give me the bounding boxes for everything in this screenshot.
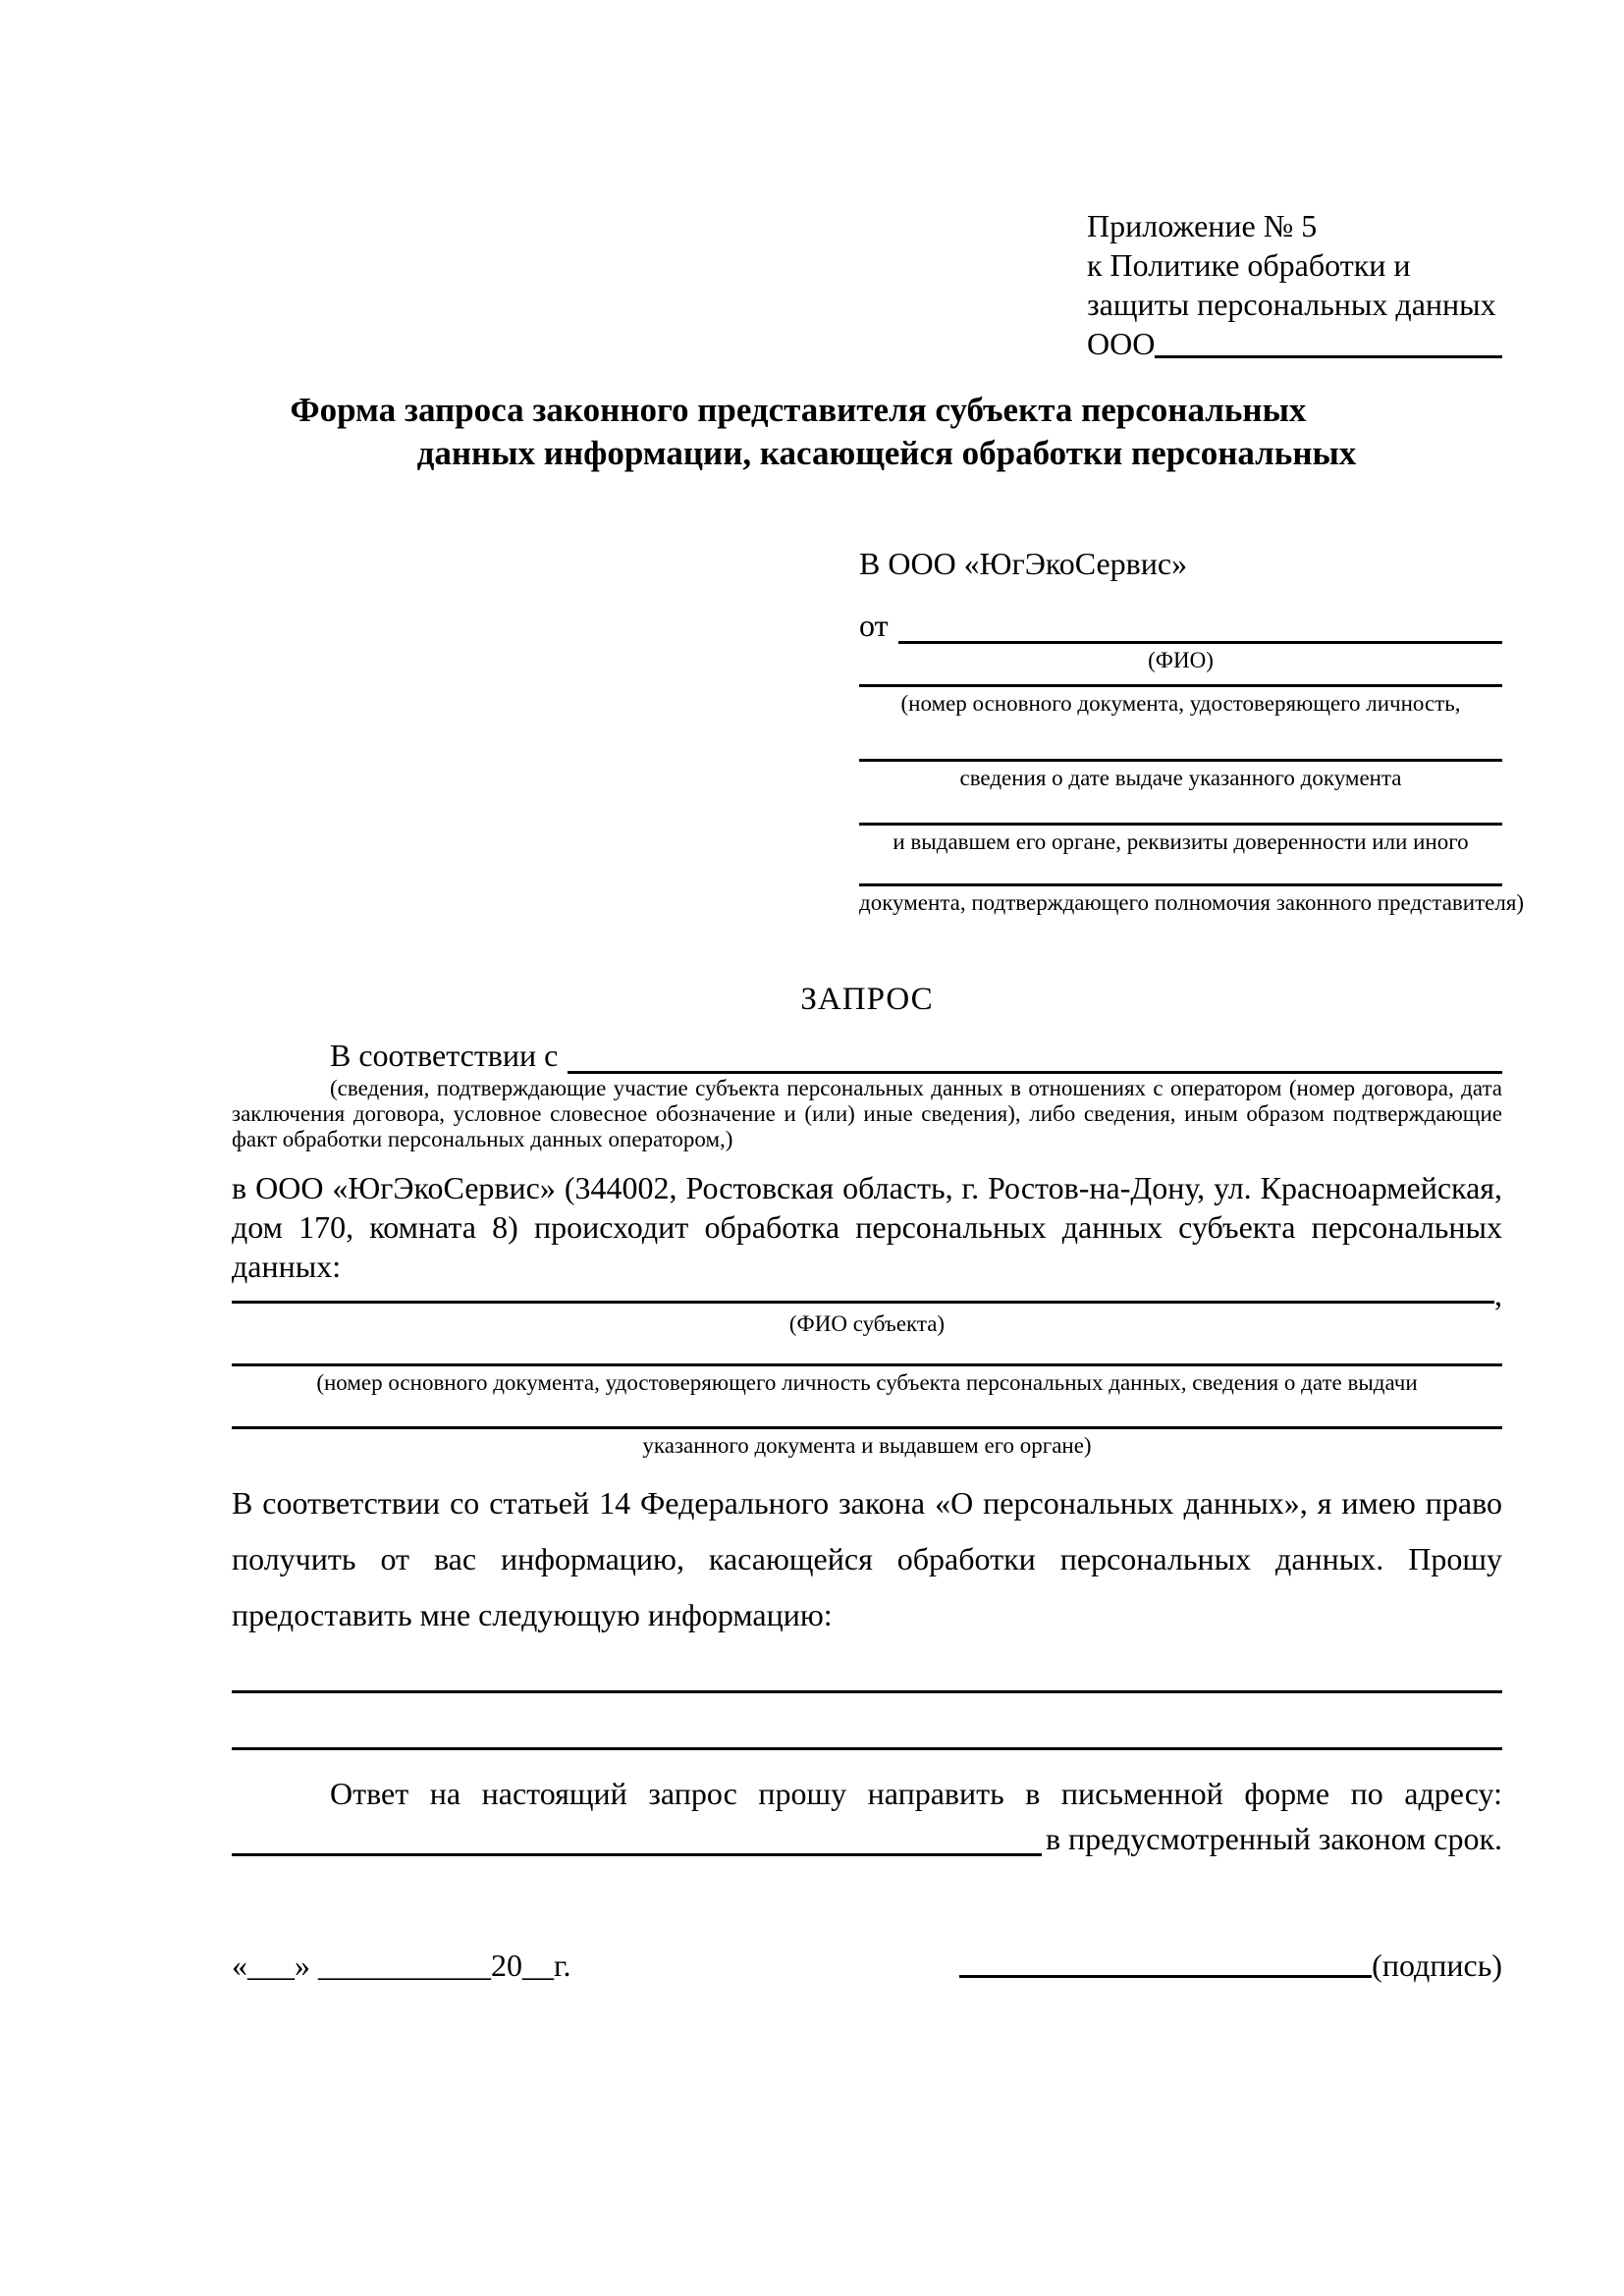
representative-doc-caption-1: (номер основного документа, удостоверяющего личность,	[900, 691, 1461, 716]
article-14-paragraph: В соответствии со статьей 14 Федерального закона «О персональных данных», я имею право получить от вас информацию, касающейся обработки персональных данных. Прошу предоставить мне следующую информацию:	[232, 1485, 1502, 1632]
appendix-line-1: Приложение № 5	[1087, 208, 1318, 243]
subject-doc-blank-line-1[interactable]	[232, 1363, 1502, 1366]
addressee-organization: В ООО «ЮгЭкоСервис»	[859, 546, 1188, 581]
subject-doc-caption-1: (номер основного документа, удостоверяющего личность субъекта персональных данных, сведения о дате выдачи	[316, 1370, 1418, 1395]
ooo-blank-line[interactable]	[1155, 355, 1502, 358]
accordance-row	[232, 1035, 1502, 1074]
accordance-blank-line[interactable]	[568, 1071, 1502, 1074]
answer-paragraph: Ответ на настоящий запрос прошу направить в письменной форме по адресу:	[330, 1776, 1502, 1811]
representative-doc-caption-2: сведения о дате выдаче указанного документа	[959, 766, 1402, 790]
date-line[interactable]: «___» ___________20__г.	[232, 1948, 571, 1983]
address-blank-line[interactable]	[232, 1853, 1042, 1856]
accordance-lead: В соответствии с	[330, 1038, 559, 1073]
representative-doc-blank-line-2[interactable]	[859, 759, 1502, 762]
form-title	[232, 389, 1502, 475]
appendix-line-2: к Политике обработки и	[1087, 247, 1411, 283]
addressee-block	[859, 605, 1525, 917]
representative-doc-blank-line-1[interactable]	[859, 684, 1502, 687]
signature-caption: (подпись)	[1372, 1948, 1502, 1983]
representative-doc-blank-line-3[interactable]	[859, 823, 1502, 826]
subject-fio-caption: (ФИО субъекта)	[788, 1311, 946, 1336]
request-heading: ЗАПРОС	[800, 982, 934, 1017]
subject-doc-caption-2: указанного документа и выдавшем его органе)	[642, 1433, 1092, 1458]
operator-paragraph: в ООО «ЮгЭкоСервис» (344002, Ростовская область, г. Ростов-на-Дону, ул. Красноармейская, дом 170, комната 8) происходит обработка персональных данных субъекта персональных данных:	[232, 1170, 1502, 1284]
signature-group	[959, 1945, 1502, 1986]
fio-caption: (ФИО)	[1148, 648, 1214, 672]
representative-doc-blank-line-4[interactable]	[859, 883, 1502, 886]
accordance-fine-print: (сведения, подтверждающие участие субъекта персональных данных в отношениях с оператором (номер договора, дата заключения договора, условное словесное обозначение и (или) иные сведения), либо сведения, иным образом подтверждающие факт обработки персональных данных оператором,)	[232, 1076, 1502, 1151]
representative-doc-caption-3: и выдавшем его органе, реквизиты доверенности или иного	[893, 829, 1469, 854]
ooo-label: ООО	[1087, 326, 1156, 361]
answer-tail: в предусмотренный законом срок.	[1045, 1821, 1502, 1856]
appendix-line-3: защиты персональных данных	[1087, 287, 1496, 322]
representative-doc-caption-4: документа, подтверждающего полномочия законного представителя)	[859, 890, 1525, 915]
appendix-ooo-row	[1087, 324, 1502, 363]
subject-doc-blank-line-2[interactable]	[232, 1426, 1502, 1429]
subject-fio-blank-line[interactable]	[232, 1301, 1494, 1304]
subject-fio-row	[232, 1277, 1502, 1312]
from-label: от	[859, 608, 889, 643]
fio-blank-line[interactable]	[898, 641, 1502, 644]
from-row	[859, 605, 1502, 644]
signature-blank-line[interactable]	[959, 1975, 1372, 1978]
form-title-line-1: Форма запроса законного представителя субъекта персональных	[290, 391, 1307, 429]
footer-row	[232, 1943, 1502, 1986]
info-blank-line-1[interactable]	[232, 1690, 1502, 1693]
form-title-line-2: данных информации, касающейся обработки персональных	[416, 434, 1357, 472]
trailing-comma: ,	[1494, 1277, 1502, 1312]
appendix-block	[1087, 206, 1502, 363]
info-blank-line-2[interactable]	[232, 1747, 1502, 1750]
answer-address-row	[232, 1819, 1502, 1856]
